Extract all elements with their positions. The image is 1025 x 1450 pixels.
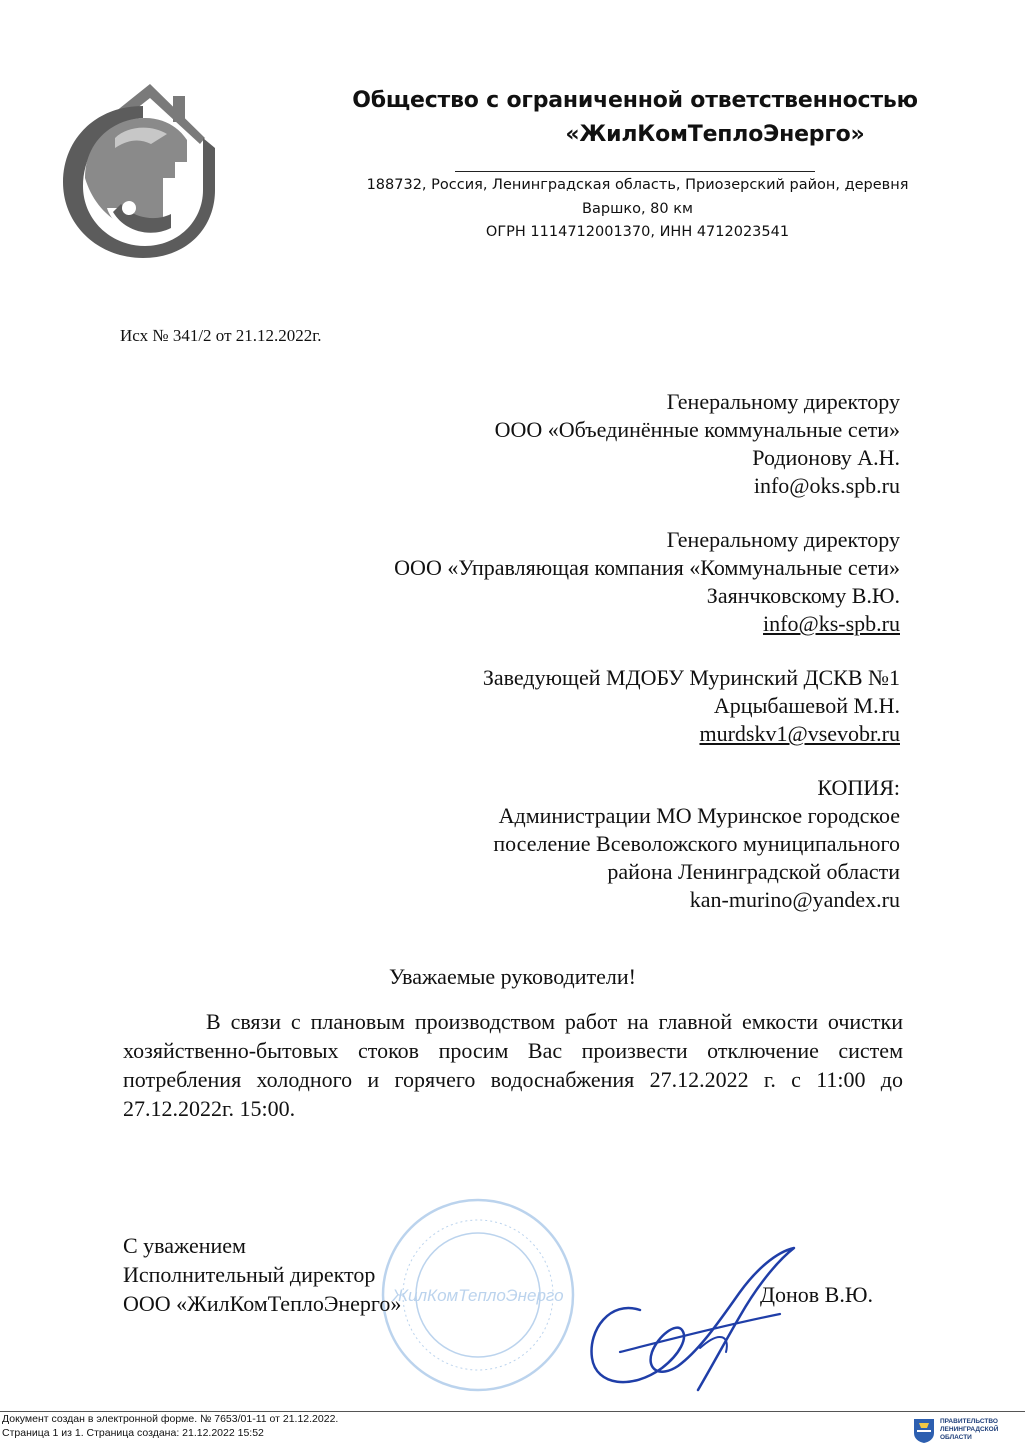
- recipients-block: [280, 388, 900, 940]
- body-paragraph: В связи с плановым производством работ на главной емкости очистки хозяйственно-бытовых стоков просим Вас произвести отключение систем потребления холодного и горячего водоснабжения 27.12.2022 г. с 11:00 до 27.12.2022г. 15:00.: [123, 1009, 903, 1121]
- recipient-title: Заведующей МДОБУ Муринский ДСКВ №1: [482, 665, 900, 690]
- copy-line1: Администрации МО Муринское городское: [498, 803, 900, 828]
- salutation: Уважаемые руководители!: [389, 964, 636, 989]
- registration-numbers: ОГРН 1114712001370, ИНН 4712023541: [485, 224, 790, 240]
- recipient-1: [280, 388, 900, 500]
- copy-email: kan-murino@yandex.ru: [689, 887, 900, 912]
- company-name-line2: «ЖилКомТеплоЭнерго»: [565, 122, 865, 147]
- closing-position: Исполнительный директор: [123, 1262, 376, 1287]
- company-stamp-icon: [378, 1195, 578, 1395]
- letterhead-divider: [455, 171, 815, 172]
- handwritten-signature-icon: [580, 1240, 810, 1400]
- address-line1: 188732, Россия, Ленинградская область, Приозерский район, деревня: [366, 177, 909, 193]
- government-label: [940, 1418, 998, 1442]
- recipient-org: ООО «Управляющая компания «Коммунальные сети»: [394, 555, 900, 580]
- signer-name: Донов В.Ю.: [760, 1282, 873, 1307]
- recipient-2: [280, 526, 900, 638]
- footer-divider: [0, 1411, 1025, 1412]
- recipient-title: Генеральному директору: [666, 527, 900, 552]
- gov-line1: ПРАВИТЕЛЬСТВО: [940, 1418, 998, 1425]
- outgoing-reference: Исх № 341/2 от 21.12.2022г.: [120, 326, 322, 345]
- footer-document-info: Документ создан в электронной форме. № 7653/01-11 от 21.12.2022.: [2, 1413, 339, 1425]
- company-name-line1: Общество с ограниченной ответственностью: [352, 88, 918, 113]
- stamp-text: ЖилКомТеплоЭнерго: [392, 1286, 564, 1305]
- recipient-person: Арцыбашевой М.Н.: [713, 693, 900, 718]
- copy-label: КОПИЯ:: [817, 775, 900, 800]
- copy-line3: района Ленинградской области: [607, 859, 900, 884]
- copy-recipient: [280, 774, 900, 914]
- address-line2: Варшко, 80 км: [582, 201, 693, 217]
- footer-page-info: Страница 1 из 1. Страница создана: 21.12.2022 15:52: [2, 1427, 264, 1439]
- recipient-email-link[interactable]: murdskv1@vsevobr.ru: [699, 721, 900, 746]
- closing-company: ООО «ЖилКомТеплоЭнерго»: [123, 1291, 402, 1316]
- closing-regards: С уважением: [123, 1233, 246, 1258]
- recipient-org: ООО «Объединённые коммунальные сети»: [494, 417, 900, 442]
- company-logo-icon: [55, 78, 230, 263]
- recipient-email-link[interactable]: info@ks-spb.ru: [763, 611, 900, 636]
- recipient-title: Генеральному директору: [666, 389, 900, 414]
- recipient-person: Родионову А.Н.: [752, 445, 900, 470]
- copy-line2: поселение Всеволожского муниципального: [493, 831, 900, 856]
- recipient-3: [280, 664, 900, 748]
- closing-block: [123, 1231, 401, 1318]
- gov-line3: ОБЛАСТИ: [940, 1434, 972, 1441]
- government-emblem-icon: [913, 1418, 935, 1444]
- recipient-email: info@oks.spb.ru: [753, 473, 900, 498]
- gov-line2: ЛЕНИНГРАДСКОЙ: [940, 1426, 999, 1433]
- recipient-person: Заянчковскому В.Ю.: [706, 583, 900, 608]
